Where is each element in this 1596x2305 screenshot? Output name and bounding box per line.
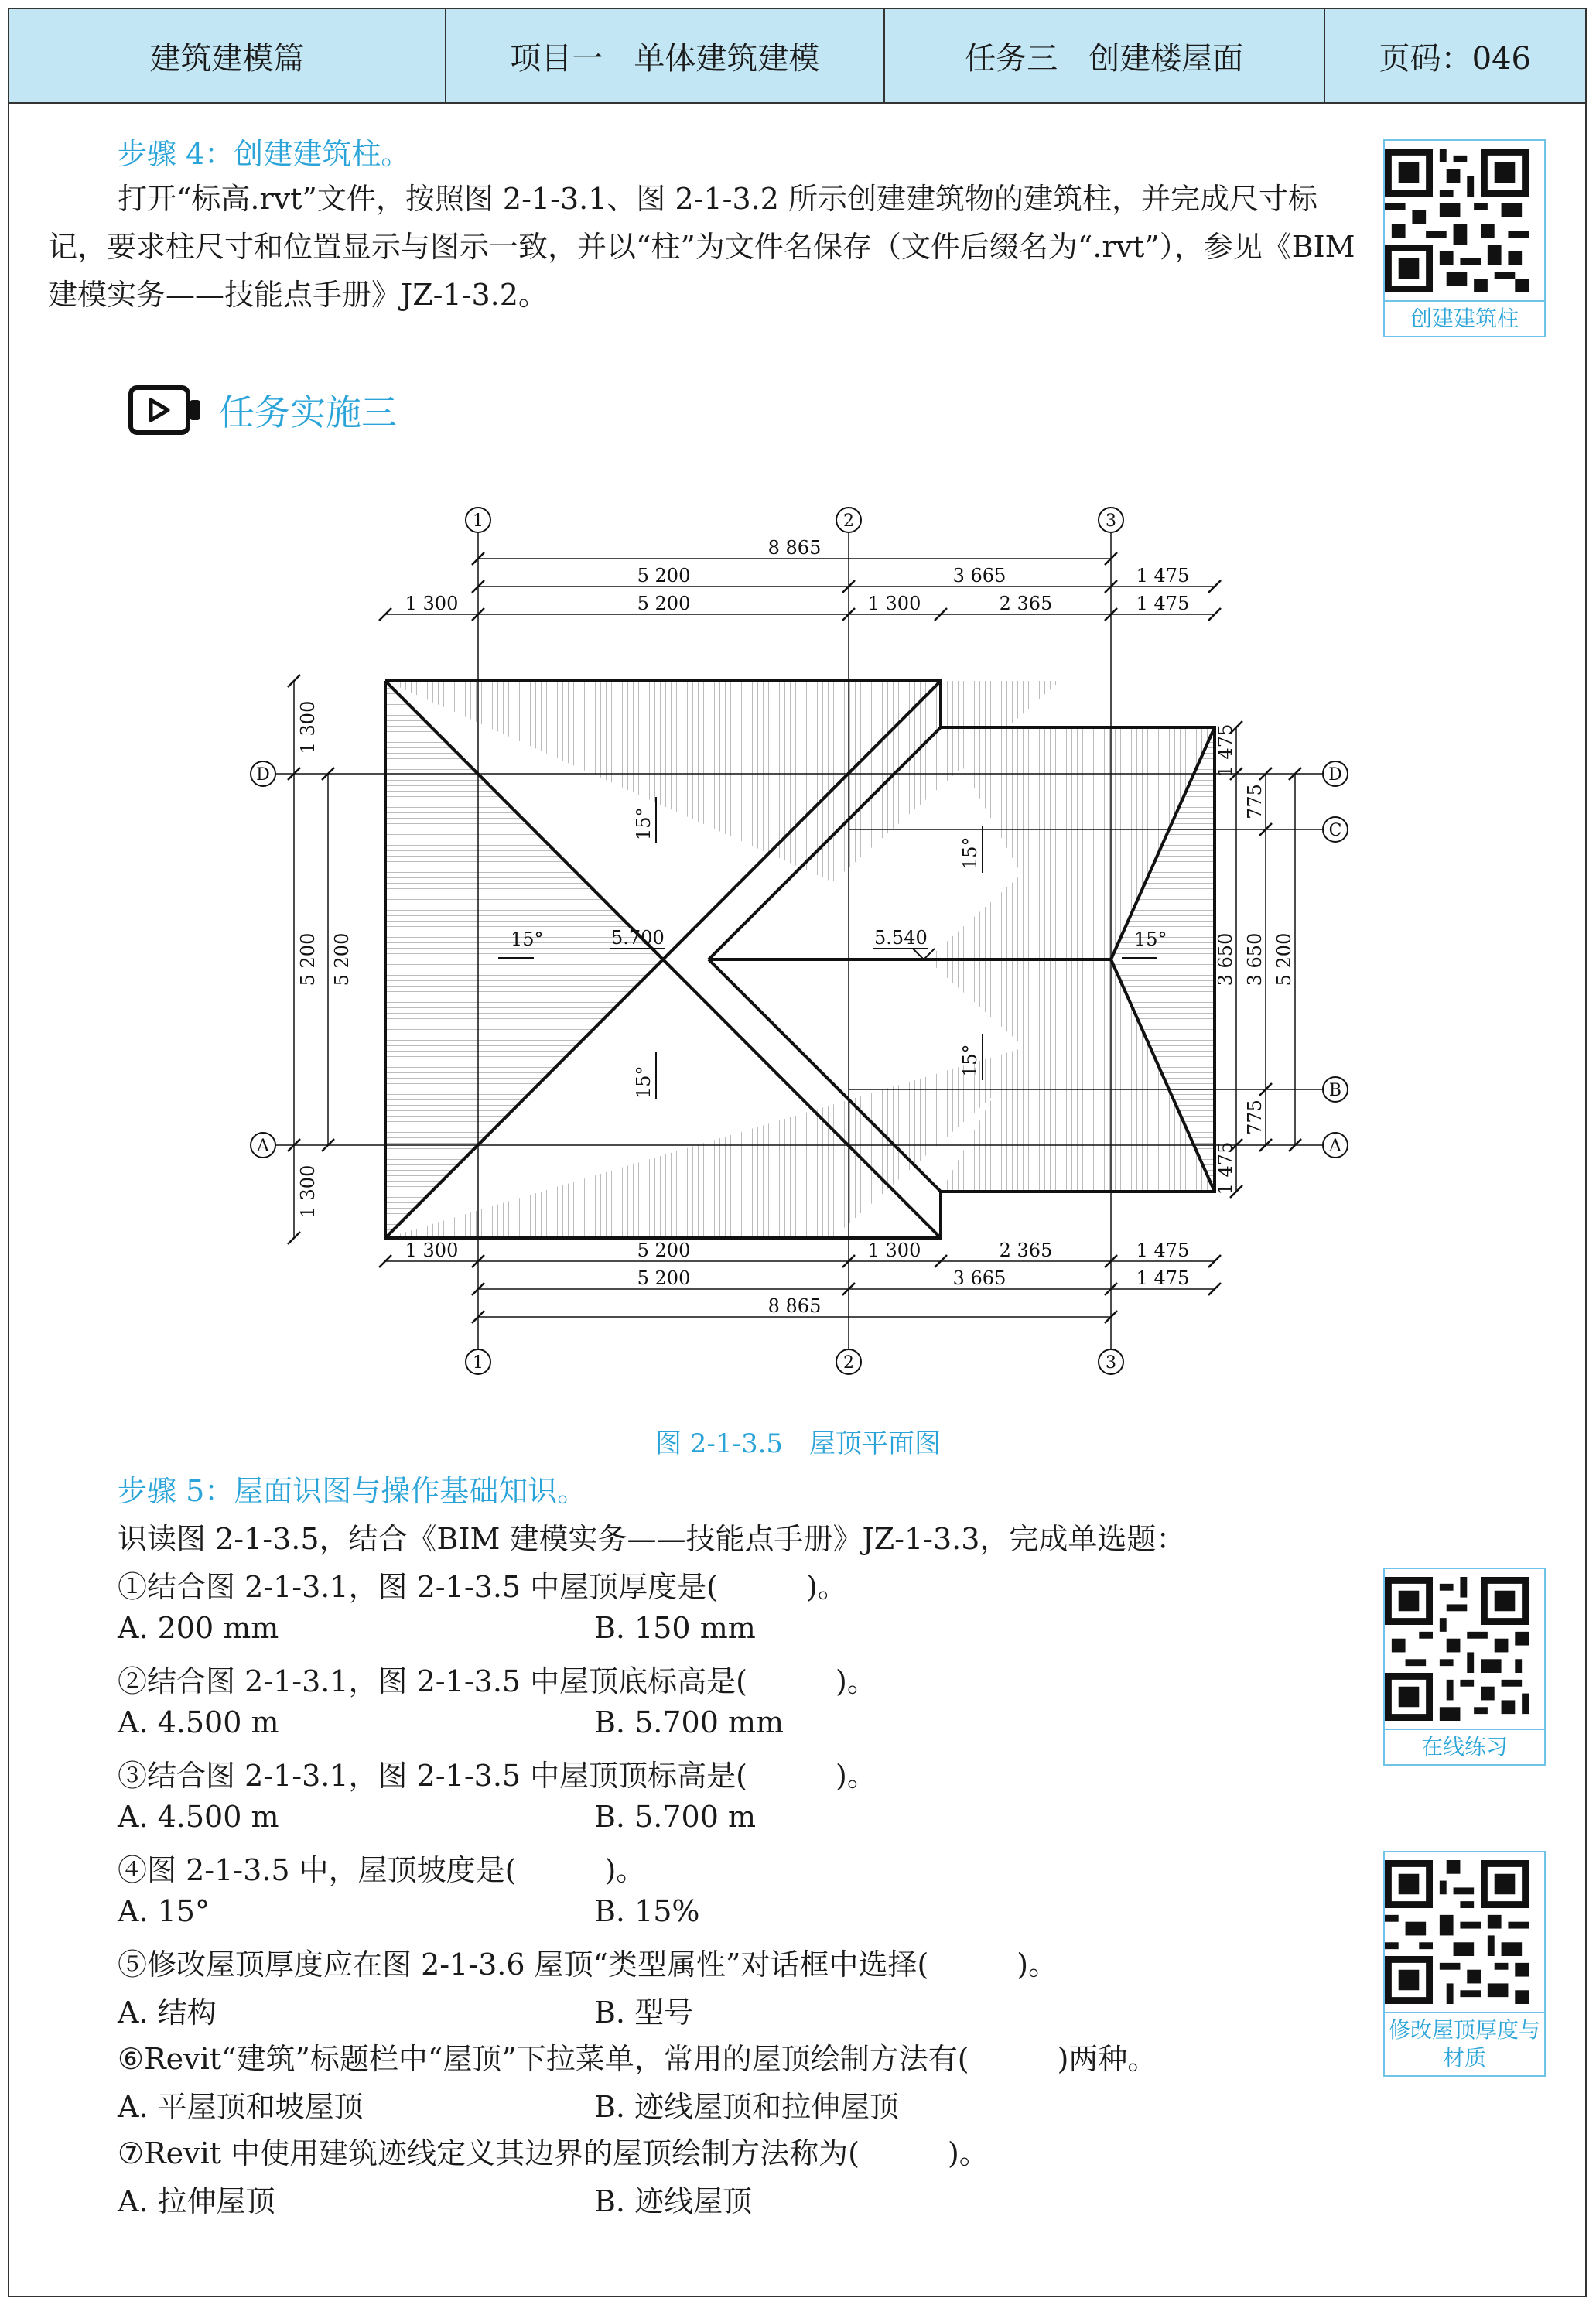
question-5-option-a[interactable]: A. 结构 [118, 1996, 217, 2030]
dim-top2-a: 5 200 [637, 565, 691, 587]
question-1-option-b[interactable]: B. 150 mm [594, 1611, 756, 1645]
axis-label-left-a: A [257, 1137, 269, 1156]
dim-bottom2-a: 5 200 [637, 1267, 691, 1289]
question-4: ④图 2-1-3.5 中，屋顶坡度是( )。 [118, 1853, 646, 1887]
elevation-wing: 5.540 [874, 927, 928, 949]
question-2-option-a[interactable]: A. 4.500 m [118, 1705, 279, 1739]
header-page-number: 页码：046 [1379, 40, 1532, 77]
dim-right2-c: 775 [1244, 1099, 1266, 1135]
dim-top2-b: 3 665 [952, 565, 1006, 587]
dim-bottom2-c: 1 475 [1136, 1267, 1190, 1289]
task-heading-text: 任务实施三 [219, 392, 397, 433]
question-2: ②结合图 2-1-3.1，图 2-1-3.5 中屋顶底标高是( )。 [118, 1664, 877, 1698]
slope-label-right: 15° [1134, 928, 1167, 950]
header-project: 项目一 单体建筑建模 [446, 9, 885, 102]
header-section: 建筑建模篇 [9, 9, 446, 102]
elevation-main: 5.700 [611, 927, 665, 949]
dim-right2-b: 3 650 [1244, 932, 1266, 987]
dim-bottom1-b: 5 200 [637, 1240, 691, 1261]
question-7-option-a[interactable]: A. 拉伸屋顶 [118, 2184, 275, 2218]
question-4-option-b[interactable]: B. 15% [594, 1894, 700, 1928]
slope-label-bottom: 15° [633, 1065, 654, 1099]
task-heading [128, 383, 397, 437]
question-7: ⑦Revit 中使用建筑迹线定义其边界的屋顶绘制方法称为( )。 [118, 2136, 989, 2170]
dim-right1-b: 3 650 [1215, 932, 1236, 987]
video-play-icon [128, 383, 203, 437]
question-3-option-b[interactable]: B. 5.700 m [594, 1800, 756, 1834]
qr-card-create-column[interactable] [1383, 139, 1546, 337]
axis-label-right-b: B [1328, 1081, 1342, 1100]
dim-top3-c: 1 300 [867, 593, 921, 614]
question-1-option-a[interactable]: A. 200 mm [118, 1611, 279, 1645]
question-5-option-b[interactable]: B. 型号 [594, 1996, 694, 2030]
qr-card-roof-thickness[interactable] [1383, 1851, 1546, 2077]
dim-bottom2-b: 3 665 [952, 1267, 1006, 1289]
axis-label-left-d: D [256, 765, 270, 785]
dim-top3-b: 5 200 [637, 593, 691, 614]
dim-top3-d: 2 365 [999, 593, 1053, 614]
axis-label-top-1: 1 [473, 511, 484, 531]
dim-bottom1-a: 1 300 [405, 1240, 459, 1261]
axis-label-right-c: C [1328, 821, 1342, 840]
step4-body: 打开“标高.rvt”文件，按照图 2-1-3.1、图 2-1-3.2 所示创建建筑物的建筑柱，并完成尺寸标记，要求柱尺寸和位置显示与图示一致，并以“柱”为文件名保存（文件后缀名为“.rvt”），参见《BIM 建模实务——技能点手册》JZ-1-3.2。 [48, 182, 1355, 312]
dim-right1-c: 1 475 [1215, 1141, 1236, 1195]
qr-caption-roof-thickness: 修改屋顶厚度与材质 [1385, 2012, 1544, 2075]
question-4-option-a[interactable]: A. 15° [118, 1894, 210, 1928]
question-3-option-a[interactable]: A. 4.500 m [118, 1800, 279, 1834]
qr-caption-online-practice: 在线练习 [1385, 1729, 1544, 1764]
qr-card-online-practice[interactable] [1383, 1568, 1546, 1766]
dim-bottom-overall: 8 865 [767, 1295, 822, 1317]
axis-label-bottom-3: 3 [1106, 1353, 1116, 1373]
dim-right3: 5 200 [1273, 932, 1295, 987]
axis-label-bottom-1: 1 [473, 1353, 484, 1373]
question-3: ③结合图 2-1-3.1，图 2-1-3.5 中屋顶顶标高是( )。 [118, 1759, 877, 1793]
qr-code-icon [1385, 1860, 1529, 2004]
dim-left-inner: 5 200 [331, 932, 353, 987]
axis-label-right-d: D [1328, 765, 1342, 785]
question-2-option-b[interactable]: B. 5.700 mm [594, 1705, 784, 1739]
question-5: ⑤修改屋顶厚度应在图 2-1-3.6 屋顶“类型属性”对话框中选择( )。 [118, 1948, 1058, 1982]
dim-top3-a: 1 300 [405, 593, 459, 614]
step5-intro: 识读图 2-1-3.5，结合《BIM 建模实务——技能点手册》JZ-1-3.3，完成单选题： [118, 1522, 1186, 1556]
question-6-option-a[interactable]: A. 平屋顶和坡屋顶 [118, 2090, 364, 2124]
dim-bottom1-e: 1 475 [1136, 1240, 1190, 1261]
dim-left-b: 5 200 [297, 932, 319, 987]
question-7-option-b[interactable]: B. 迹线屋顶 [594, 2184, 753, 2218]
dim-left-c: 1 300 [297, 1164, 319, 1219]
slope-label-top: 15° [633, 807, 654, 840]
axis-label-right-a: A [1329, 1137, 1341, 1156]
dim-right2-a: 775 [1244, 784, 1266, 819]
dim-top3-e: 1 475 [1136, 593, 1190, 614]
qr-code-icon [1385, 149, 1529, 292]
qr-code-icon [1385, 1577, 1529, 1721]
question-6: ⑥Revit“建筑”标题栏中“屋顶”下拉菜单，常用的屋顶绘制方法有( )两种。 [118, 2042, 1157, 2076]
dim-bottom1-c: 1 300 [867, 1240, 921, 1261]
question-1: ①结合图 2-1-3.1，图 2-1-3.5 中屋顶厚度是( )。 [118, 1570, 847, 1604]
step4-title: 步骤 4：创建建筑柱。 [118, 137, 411, 171]
slope-label-wing-bottom: 15° [959, 1044, 981, 1077]
step5-title: 步骤 5：屋面识图与操作基础知识。 [118, 1474, 587, 1508]
page-header [8, 8, 1587, 104]
dim-top2-c: 1 475 [1136, 565, 1190, 587]
dim-right1-a: 1 475 [1215, 723, 1236, 778]
header-task: 任务三 创建楼屋面 [885, 9, 1325, 102]
dim-left-a: 1 300 [297, 700, 319, 754]
dim-bottom1-d: 2 365 [999, 1240, 1053, 1261]
slope-label-wing-top: 15° [959, 836, 981, 870]
roof-plan-drawing [232, 487, 1377, 1385]
figure-caption: 图 2-1-3.5 屋顶平面图 [654, 1428, 942, 1459]
dim-top-overall: 8 865 [767, 537, 822, 559]
axis-label-top-3: 3 [1106, 511, 1116, 531]
axis-label-top-2: 2 [843, 511, 854, 531]
question-6-option-b[interactable]: B. 迹线屋顶和拉伸屋顶 [594, 2090, 900, 2124]
qr-caption-create-column: 创建建筑柱 [1385, 300, 1544, 336]
axis-label-bottom-2: 2 [843, 1353, 854, 1373]
slope-label-left: 15° [511, 928, 544, 950]
